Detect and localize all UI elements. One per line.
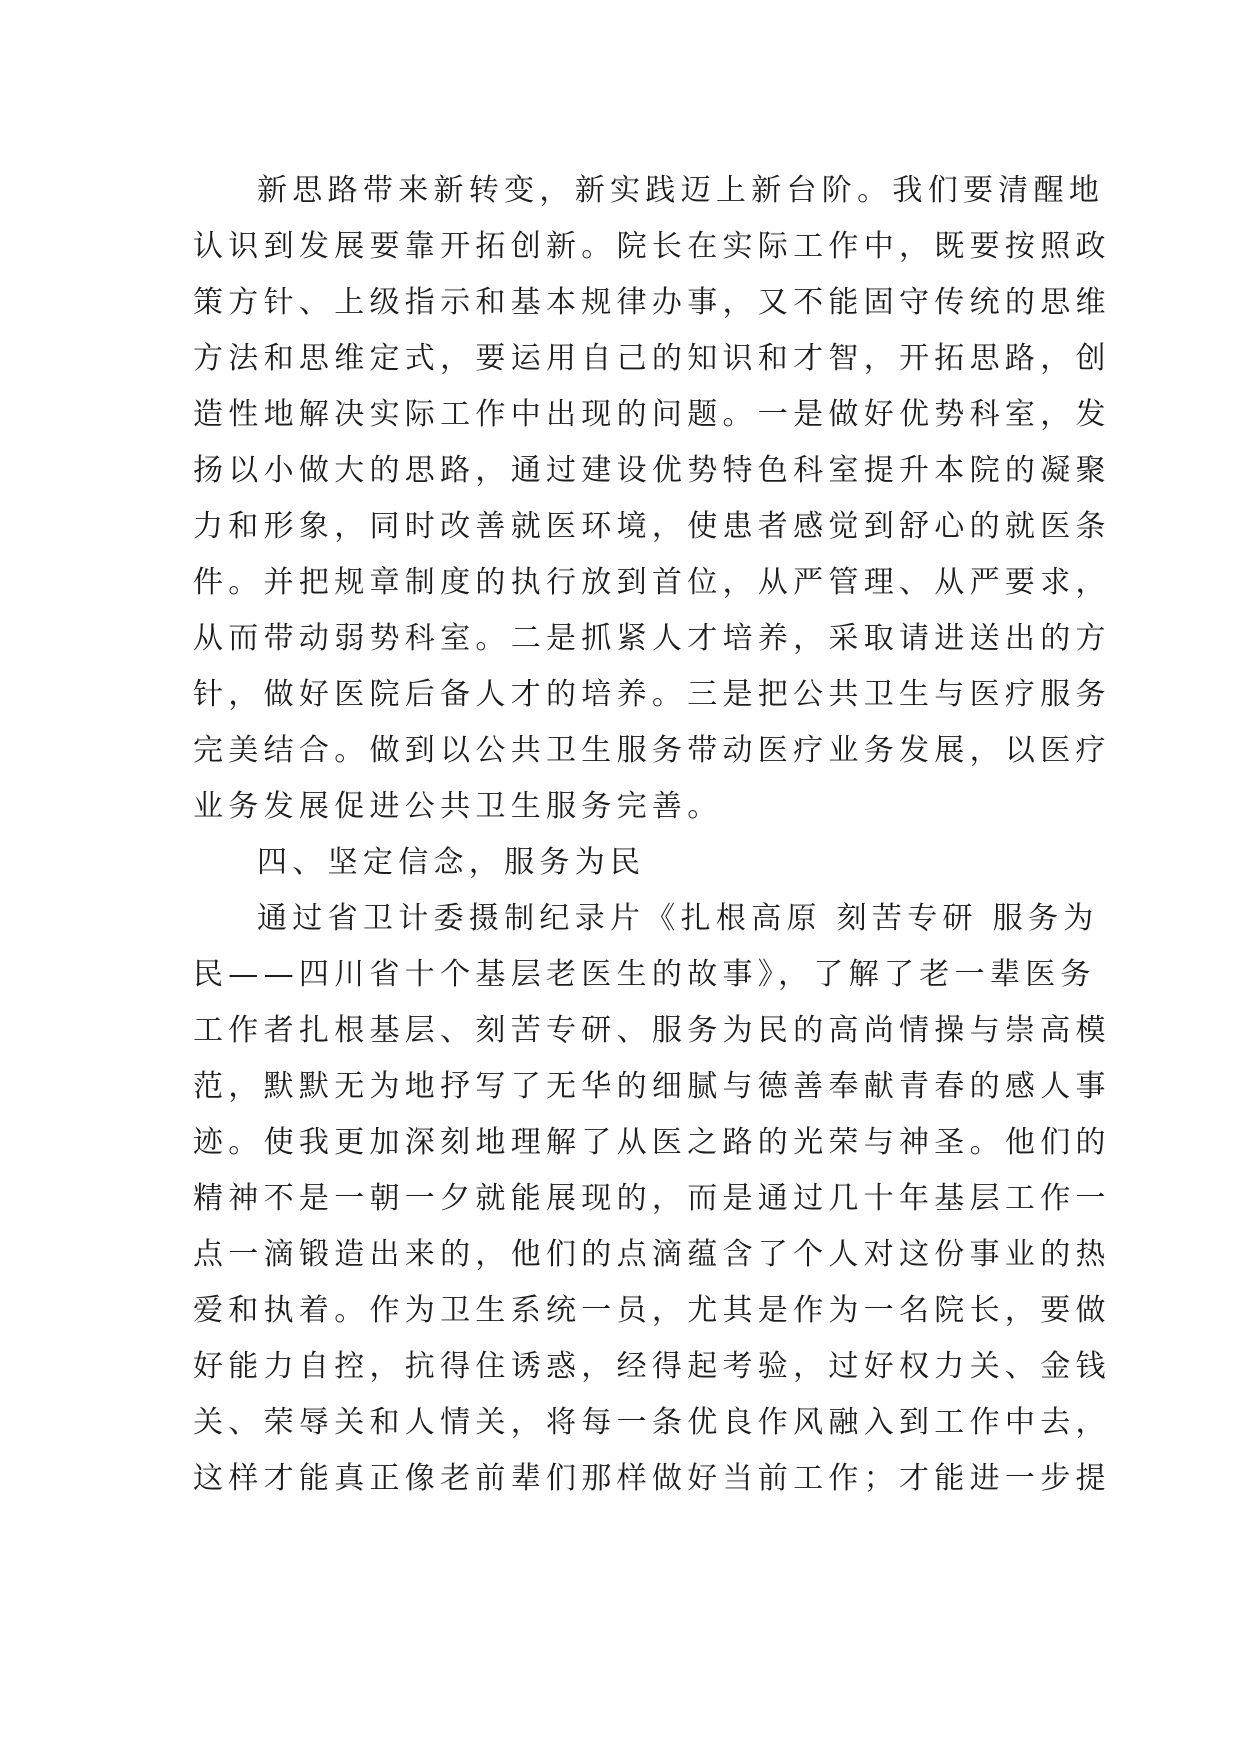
text-line: 民——四川省十个基层老医生的故事》，了解了老一辈医务 [193,957,1096,992]
document-body [193,163,1111,1507]
text-line: 策方针、上级指示和基本规律办事，又不能固守传统的思维 [193,285,1111,320]
text-line: 爱和执着。作为卫生系统一员，尤其是作为一名院长，要做 [193,1293,1111,1328]
text-line: 从而带动弱势科室。二是抓紧人才培养，采取请进送出的方 [193,621,1111,656]
text-line: 造性地解决实际工作中出现的问题。一是做好优势科室，发 [193,397,1111,432]
text-line: 精神不是一朝一夕就能展现的，而是通过几十年基层工作一 [193,1181,1111,1216]
section-heading: 四、坚定信念，服务为民 [257,845,646,880]
text-line: 点一滴锻造出来的，他们的点滴蕴含了个人对这份事业的热 [193,1237,1111,1272]
text-line: 业务发展促进公共卫生服务完善。 [193,789,723,824]
text-line: 完美结合。做到以公共卫生服务带动医疗业务发展，以医疗 [193,733,1111,768]
text-line: 力和形象，同时改善就医环境，使患者感觉到舒心的就医条 [193,509,1111,544]
text-line: 迹。使我更加深刻地理解了从医之路的光荣与神圣。他们的 [193,1125,1111,1160]
text-line: 关、荣辱关和人情关，将每一条优良作风融入到工作中去， [193,1405,1111,1440]
text-line: 好能力自控，抗得住诱惑，经得起考验，过好权力关、金钱 [193,1349,1111,1384]
text-line: 工作者扎根基层、刻苦专研、服务为民的高尚情操与崇高模 [193,1013,1111,1048]
text-line: 方法和思维定式，要运用自己的知识和才智，开拓思路，创 [193,341,1111,376]
text-line: 针，做好医院后备人才的培养。三是把公共卫生与医疗服务 [193,677,1111,712]
text-line: 通过省卫计委摄制纪录片《扎根高原 刻苦专研 服务为 [257,901,1099,936]
text-line: 认识到发展要靠开拓创新。院长在实际工作中，既要按照政 [193,229,1111,264]
text-line: 这样才能真正像老前辈们那样做好当前工作；才能进一步提 [193,1461,1111,1496]
text-line: 范，默默无为地抒写了无华的细腻与德善奉献青春的感人事 [193,1069,1111,1104]
text-line: 扬以小做大的思路，通过建设优势特色科室提升本院的凝聚 [193,453,1111,488]
text-line: 件。并把规章制度的执行放到首位，从严管理、从严要求， [193,565,1111,600]
text-line: 新思路带来新转变，新实践迈上新台阶。我们要清醒地 [257,173,1105,208]
